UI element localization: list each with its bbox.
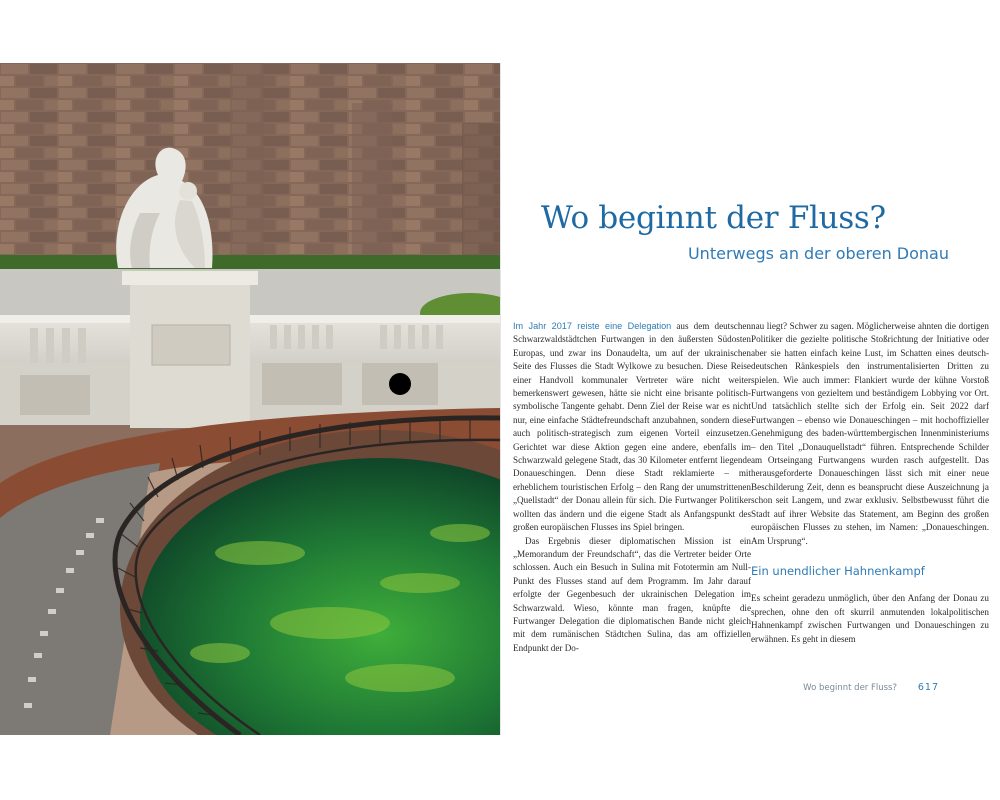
lead-in-text: Im Jahr 2017 reiste eine Delegation — [513, 321, 672, 331]
chapter-subtitle: Unterwegs an der oberen Donau — [687, 244, 949, 263]
paragraph-1-body: aus dem deutschen Schwarzwaldstädtchen Furtwangen in den äußersten Südosten Europas, und zwar ins Donaudelta, um auf der ukrainischen Seite des Flusses die Stadt Wylkowe zu besuchen. Diese Reise einer Handvoll kommunaler Vertreter wäre nicht weiter bemerkenswert gewesen, hätte sie nicht eine brisante politisch-symbolische Tangente gehabt. Denn Ziel der Reise war es nicht nur, eine einfache Städtefreundschaft anzubahnen, sondern diese auch politisch-strategisch zum eigenen Vorteil einzusetzen. Gerichtet war diese Aktion gegen eine andere, ebenfalls im Schwarzwald gelegene Stadt, das 30 Kilometer entfernt liegende Donaueschingen. Denn diese Stadt reklamierte – mit erheblichem touristischen Erfolg – den Rang der unumstrittenen „Quellstadt“ der Donau allein für sich. Die Furtwanger Politiker wollten das ändern und die eigene Stadt als Anfangspunkt des großen europäischen Flusses ins Spiel bringen. — [513, 321, 751, 533]
text-page — [500, 63, 1000, 735]
text-column-2 — [751, 320, 989, 646]
running-footer-title: Wo beginnt der Fluss? — [803, 683, 897, 693]
paragraph-4: Es scheint geradezu unmöglich, über den Anfang der Donau zu sprechen, ohne den oft skurril anmutenden lokalpolitischen Hahnenkampf zwischen Furtwangen und Donaueschingen zu erwähnen. Es geht in diesem — [751, 593, 989, 644]
photo-illustration — [0, 63, 500, 735]
paragraph-3: nau liegt? Schwer zu sagen. Möglicherweise ahnten die dortigen Politiker die gezielte politische Stoßrichtung der Initiative oder aber sie hatten einfach keine Lust, im Schatten eines deutsch-deutschen Ränkespiels den instrumentalisierten Dritten zu spielen. Wie auch immer: Flankiert wurde der kühne Vorstoß Furtwangens von gezieltem und beständigem Lobbying vor Ort. Und tatsächlich stellte sich der Erfolg ein. Seit 2022 darf Furtwangen – ebenso wie Donaueschingen – mit hochoffizieller Genehmigung des baden-württembergischen Innenministeriums – den Titel „Donauquellstadt“ führen. Entsprechende Schilder am Ortseingang Furtwangens wurden rasch aufgestellt. Das herausgeforderte Donaueschingen lässt sich mit einer neue Beschilderung Zeit, denn es beansprucht diese Auszeichnung ja schon seit Langem, und zwar exklusiv. Selbstbewusst führt die Stadt auf ihrer Website das Statement, am Beginn des großen europäischen Flusses zu stehen, im Namen: „Donaueschingen. Am Ursprung“. — [751, 321, 989, 546]
book-spread — [0, 63, 1000, 735]
chapter-title: Wo beginnt der Fluss? — [541, 200, 886, 236]
page-number: 617 — [917, 682, 939, 693]
paragraph-1 — [513, 320, 751, 535]
text-column-1 — [513, 320, 751, 655]
section-heading: Ein unendlicher Hahnenkampf — [751, 563, 925, 578]
donauquelle-photo — [0, 63, 500, 735]
paragraph-2: Das Ergebnis dieser diplomatischen Mission ist ein „Memorandum der Freundschaft“, das die Vertreter beider Orte schlossen. Auch ein Besuch in Sulina mit Fototermin am Null-Punkt des Flusses stand auf dem Programm. Im Jahr darauf erfolgte der Gegenbesuch der ukrainischen Delegation im Schwarzwald. Wieso, könnte man fragen, knüpfte die Furtwanger Delegation die diplomatischen Bande nicht gleich mit dem rumänischen Städtchen Sulina, das am offiziellen Endpunkt der Do- — [513, 535, 751, 653]
